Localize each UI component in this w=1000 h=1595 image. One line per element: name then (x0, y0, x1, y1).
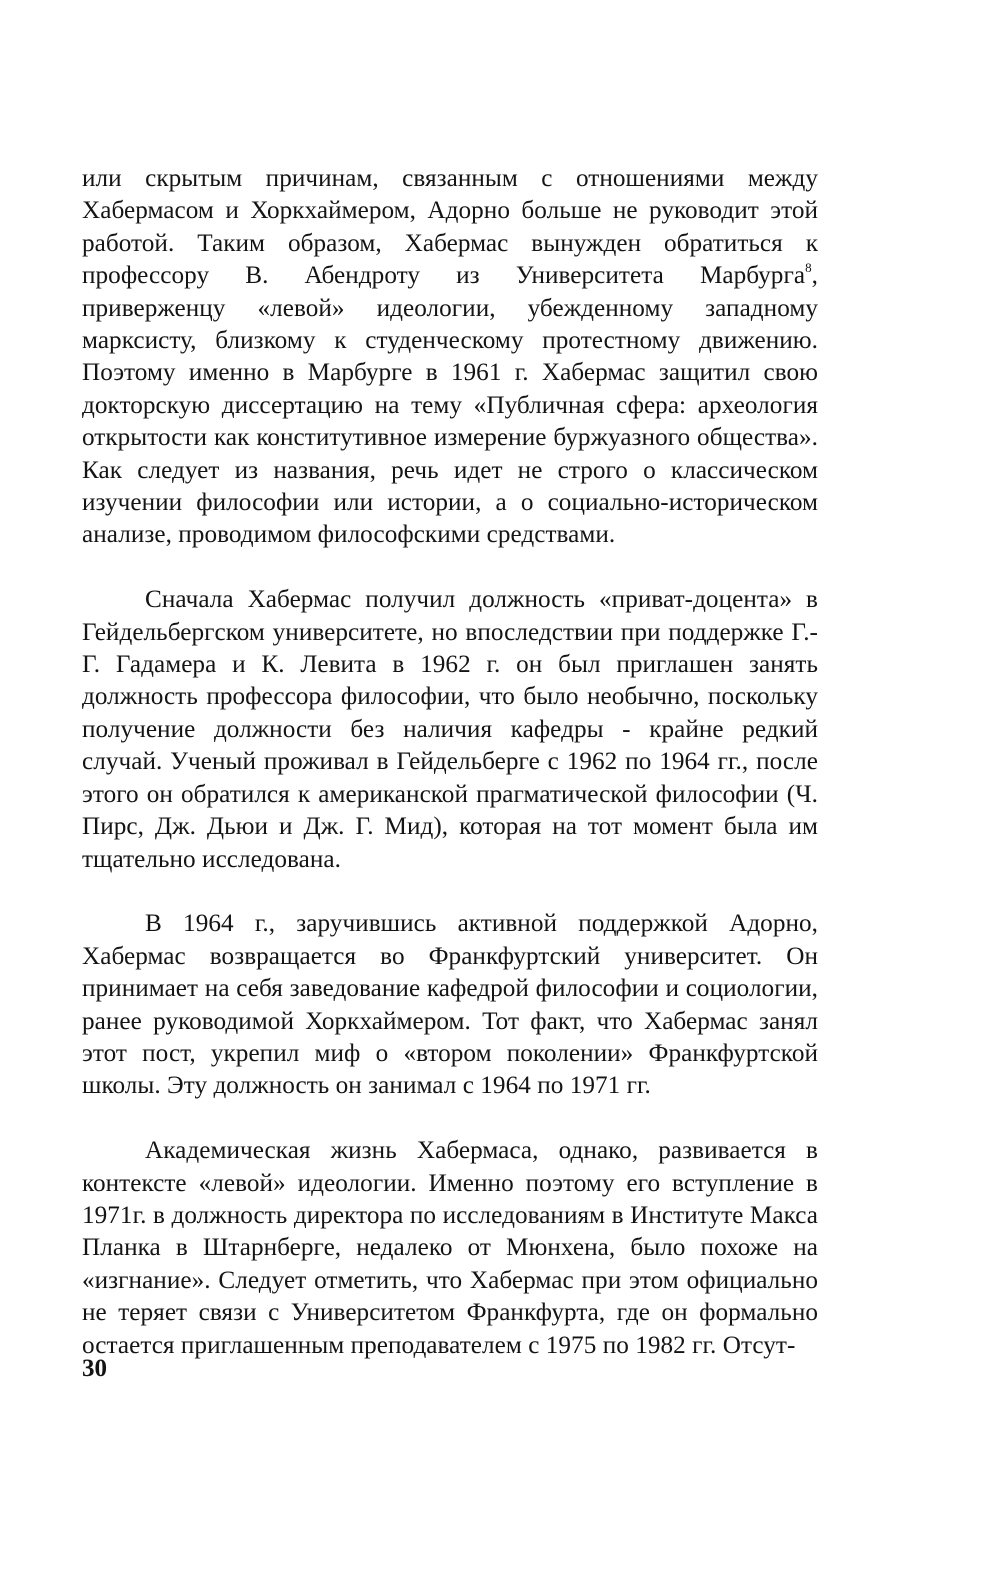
paragraph-1-text-start: или скрытым причинам, связанным с отношениями между Хабермасом и Хоркхаймером, Адорно больше не руководит этой работой. Таким образом, Хабермас вынужден обратиться к профессору В. Абендроту из Университета Марбурга (82, 165, 818, 290)
paragraph-3: В 1964 г., заручившись активной поддержкой Адорно, Хабермас возвращается во Франкфуртский университет. Он принимает на себя заведование кафедрой философии и социологии, ранее руководимой Хоркхаймером. Тот факт, что Хабермас занял этот пост, укрепил миф о «втором поколении» Франкфуртской школы. Эту должность он занимал с 1964 по 1971 гг. (82, 910, 818, 1100)
body-text (82, 163, 818, 1362)
paragraph-2: Сначала Хабермас получил должность «приват-доцента» в Гейдельбергском университете, но впоследствии при поддержке Г.-Г. Гадамера и К. Левита в 1962 г. он был приглашен занять должность профессора философии, что было необычно, поскольку получение должности без наличия кафедры - крайне редкий случай. Ученый проживал в Гейдельберге с 1962 по 1964 гг., после этого он обратился к американской прагматической философии (Ч. Пирс, Дж. Дьюи и Дж. Г. Мид), которая на тот момент была им тщательно исследована. (82, 586, 818, 873)
paragraph-1-text-end: , приверженцу «левой» идеологии, убежденному западному марксисту, близкому к студенческому протестному движению. Поэтому именно в Марбурге в 1961 г. Хабермас защитил свою докторскую диссертацию на тему «Публичная сфера: археология открытости как конститутивное измерение буржуазного общества». Как следует из названия, речь идет не строго о классическом изучении философии или истории, а о социально-историческом анализе, проводимом философскими средствами. (82, 262, 818, 549)
paragraph-4: Академическая жизнь Хабермаса, однако, развивается в контексте «левой» идеологии. Именно поэтому его вступление в 1971г. в должность директора по исследованиям в Институте Макса Планка в Штарнберге, недалеко от Мюнхена, было похоже на «изгнание». Следует отметить, что Хабермас при этом официально не теряет связи с Университетом Франкфурта, где он формально остается приглашенным преподавателем с 1975 по 1982 гг. Отсут- (82, 1137, 818, 1359)
page-number: 30 (82, 1355, 107, 1382)
footnote-ref-8: 8 (805, 260, 812, 276)
paragraph-1 (82, 163, 818, 552)
